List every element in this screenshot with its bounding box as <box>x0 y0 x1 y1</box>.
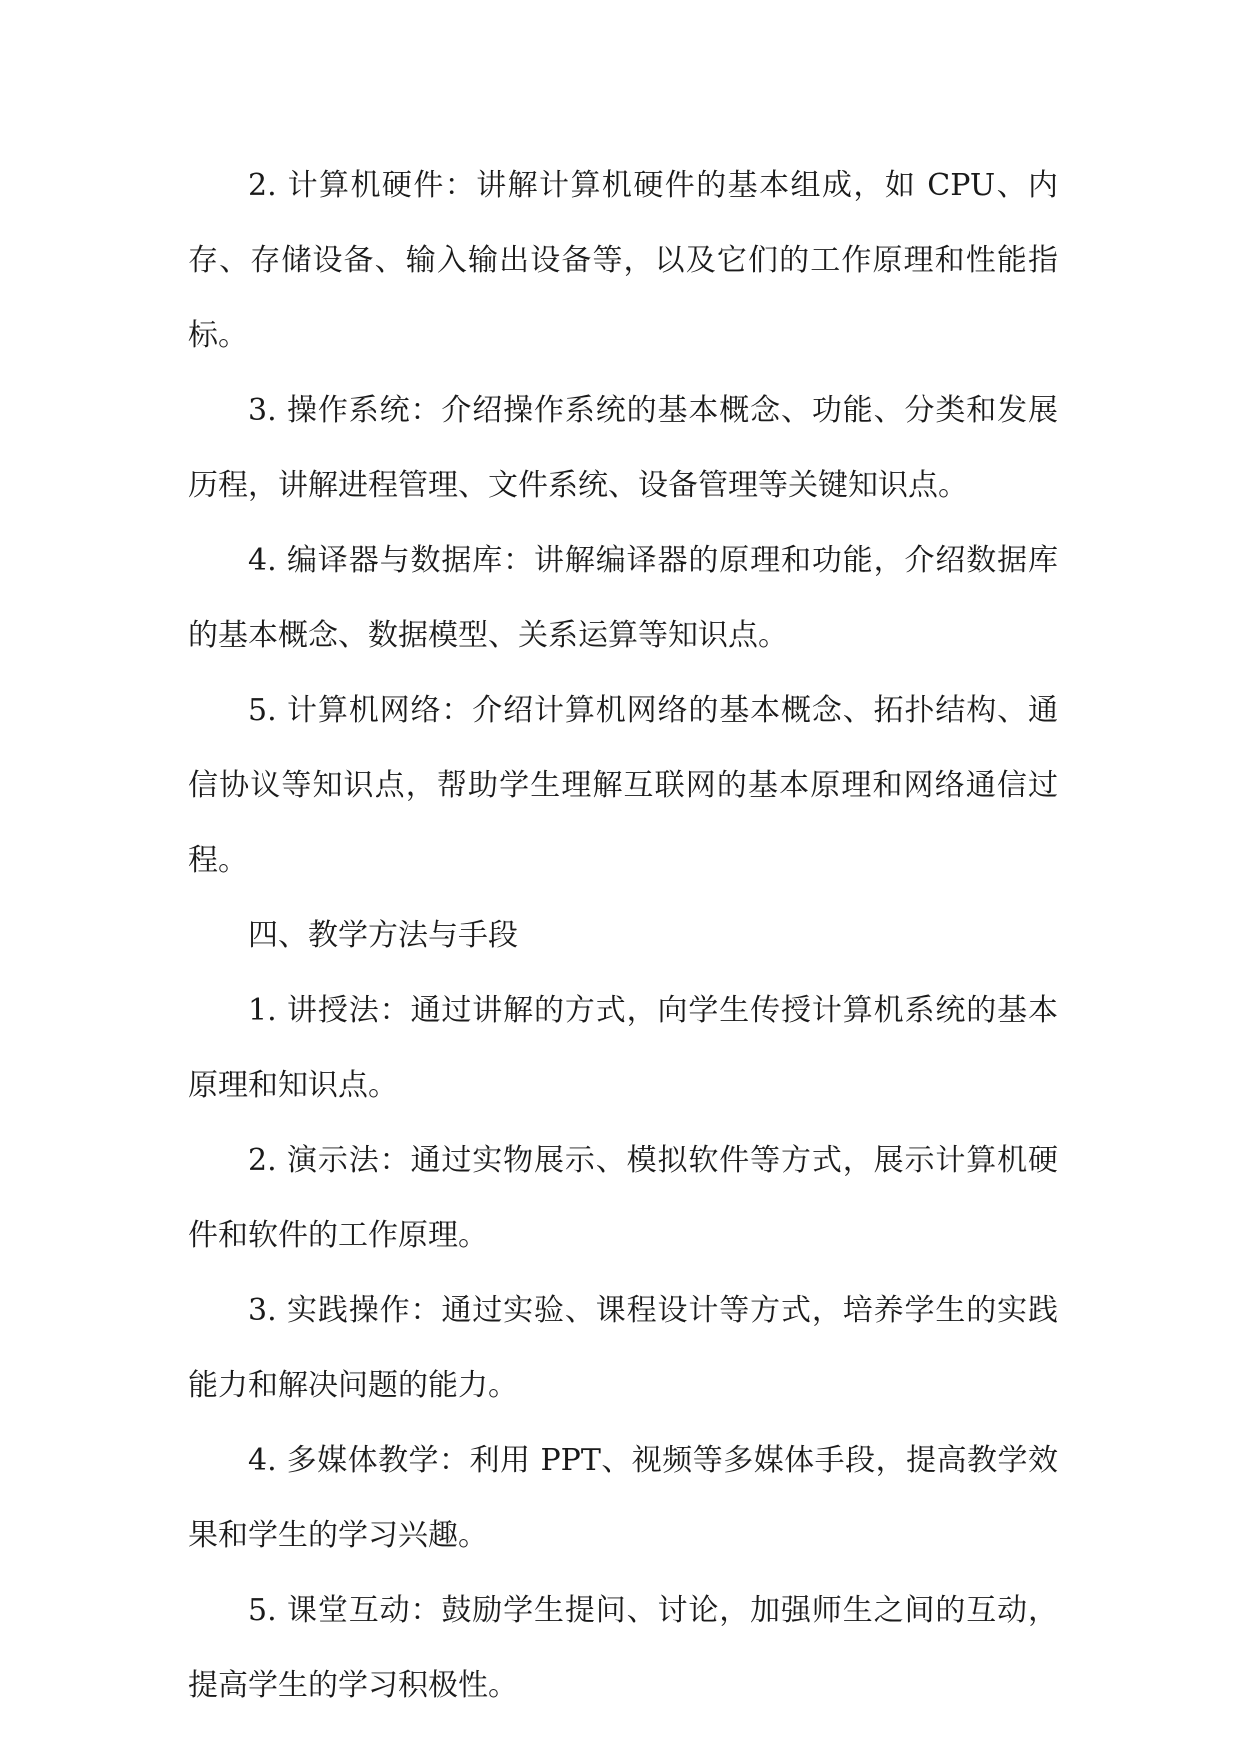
paragraph-demonstration-method: 2. 演示法：通过实物展示、模拟软件等方式，展示计算机硬件和软件的工作原理。 <box>188 1143 1058 1253</box>
paragraph-classroom-interaction: 5. 课堂互动：鼓励学生提问、讨论，加强师生之间的互动，提高学生的学习积极性。 <box>188 1593 1058 1703</box>
paragraph-hardware: 2. 计算机硬件：讲解计算机硬件的基本组成，如 CPU、内存、存储设备、输入输出设备等，以及它们的工作原理和性能指标。 <box>188 168 1058 353</box>
paragraph-operating-system: 3. 操作系统：介绍操作系统的基本概念、功能、分类和发展历程，讲解进程管理、文件系统、设备管理等关键知识点。 <box>188 393 1058 503</box>
paragraph-lecture-method: 1. 讲授法：通过讲解的方式，向学生传授计算机系统的基本原理和知识点。 <box>188 993 1058 1103</box>
paragraph-compiler-database: 4. 编译器与数据库：讲解编译器的原理和功能，介绍数据库的基本概念、数据模型、关系运算等知识点。 <box>188 543 1058 653</box>
paragraph-multimedia-teaching: 4. 多媒体教学：利用 PPT、视频等多媒体手段，提高教学效果和学生的学习兴趣。 <box>188 1443 1058 1553</box>
paragraph-practical-operation: 3. 实践操作：通过实验、课程设计等方式，培养学生的实践能力和解决问题的能力。 <box>188 1293 1058 1403</box>
section-heading-teaching-methods: 四、教学方法与手段 <box>248 918 518 953</box>
document-body <box>188 148 1058 1723</box>
paragraph-computer-network: 5. 计算机网络：介绍计算机网络的基本概念、拓扑结构、通信协议等知识点，帮助学生理解互联网的基本原理和网络通信过程。 <box>188 693 1058 878</box>
